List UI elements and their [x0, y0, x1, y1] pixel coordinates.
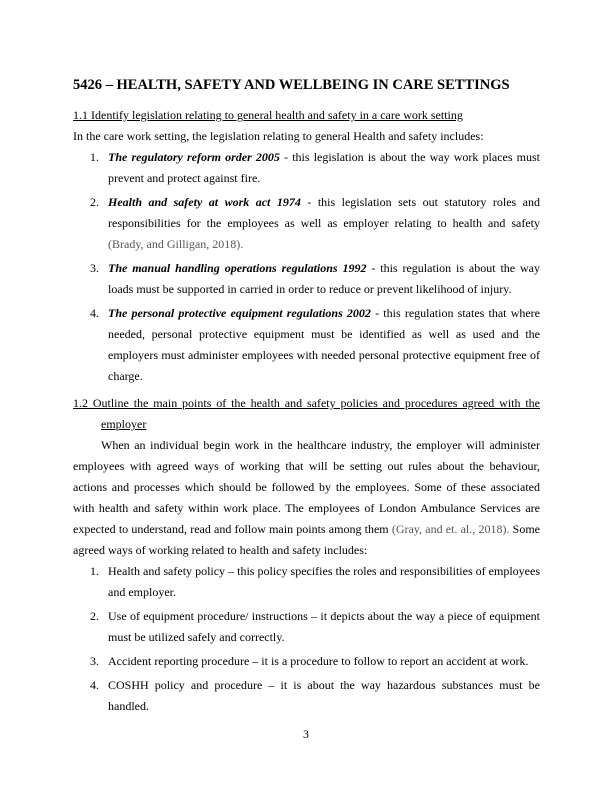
list-item	[73, 675, 540, 717]
policy-list	[73, 561, 540, 717]
list-item	[73, 258, 540, 300]
citation: (Gray, and et. al., 2018).	[391, 522, 510, 536]
legislation-text: - this legislation sets out statutory roles and responsibilities for the employees as well as employer relating to health and safety	[108, 195, 541, 230]
list-item	[73, 561, 540, 603]
paragraph-text: When an individual begin work in the healthcare industry, the employer will administer employees with agreed ways of working that will be setting out rules about the behaviour, actions and processes which should be followed by the employees. Some of these associated with health and safety within work place. The employees of London Ambulance Services are expected to understand, read and follow main points among them	[73, 438, 540, 536]
legislation-text: - this regulation states that where needed, personal protective equipment must be identified as well as used and the employers must administer employees with needed personal protective equipment free of charge.	[108, 306, 541, 383]
list-item	[73, 651, 540, 672]
list-item	[73, 147, 540, 189]
list-number: 4.	[90, 306, 99, 320]
page-number: 3	[303, 727, 309, 741]
section-2-title: 1.2 Outline the main points of the health and safety policies and procedures agreed with the employer	[73, 396, 540, 431]
legislation-title: The regulatory reform order 2005	[108, 150, 280, 164]
list-item	[73, 192, 540, 255]
legislation-text: - this legislation is about the way work places must prevent and protect against fire.	[108, 150, 541, 185]
list-number: 1.	[90, 150, 99, 164]
policy-text: Health and safety policy – this policy specifies the roles and responsibilities of employees and employer.	[108, 564, 540, 599]
legislation-title: The personal protective equipment regulations 2002	[108, 306, 371, 320]
legislation-title: The manual handling operations regulations 1992	[108, 261, 367, 275]
list-number: 3.	[90, 261, 99, 275]
list-item	[73, 606, 540, 648]
section-1-title: 1.1 Identify legislation relating to general health and safety in a care work setting	[73, 108, 463, 122]
list-number: 2.	[90, 195, 99, 209]
list-number: 1.	[90, 564, 99, 578]
policy-text: Accident reporting procedure – it is a procedure to follow to report an accident at work.	[108, 654, 529, 668]
section-1-intro: In the care work setting, the legislation relating to general Health and safety includes:	[73, 129, 484, 143]
section-2-paragraph	[73, 435, 540, 561]
policy-text: Use of equipment procedure/ instructions – it depicts about the way a piece of equipment must be utilized safely and correctly.	[108, 609, 540, 644]
list-number: 3.	[90, 654, 99, 668]
page-content	[73, 75, 540, 720]
citation: (Brady, and Gilligan, 2018).	[108, 237, 244, 251]
legislation-title: Health and safety at work act 1974	[108, 195, 301, 209]
policy-text: COSHH policy and procedure – it is about the way hazardous substances must be handled.	[108, 678, 540, 713]
list-item	[73, 303, 540, 387]
paragraph-text-end: Some agreed ways of working related to health and safety includes:	[73, 522, 540, 557]
list-number: 4.	[90, 678, 99, 692]
legislation-list	[73, 147, 540, 387]
page-title: 5426 – HEALTH, SAFETY AND WELLBEING IN CARE SETTINGS	[73, 77, 510, 93]
list-number: 2.	[90, 609, 99, 623]
legislation-text: - this regulation is about the way loads must be supported in carried in order to reduce or prevent likelihood of injury.	[108, 261, 540, 296]
